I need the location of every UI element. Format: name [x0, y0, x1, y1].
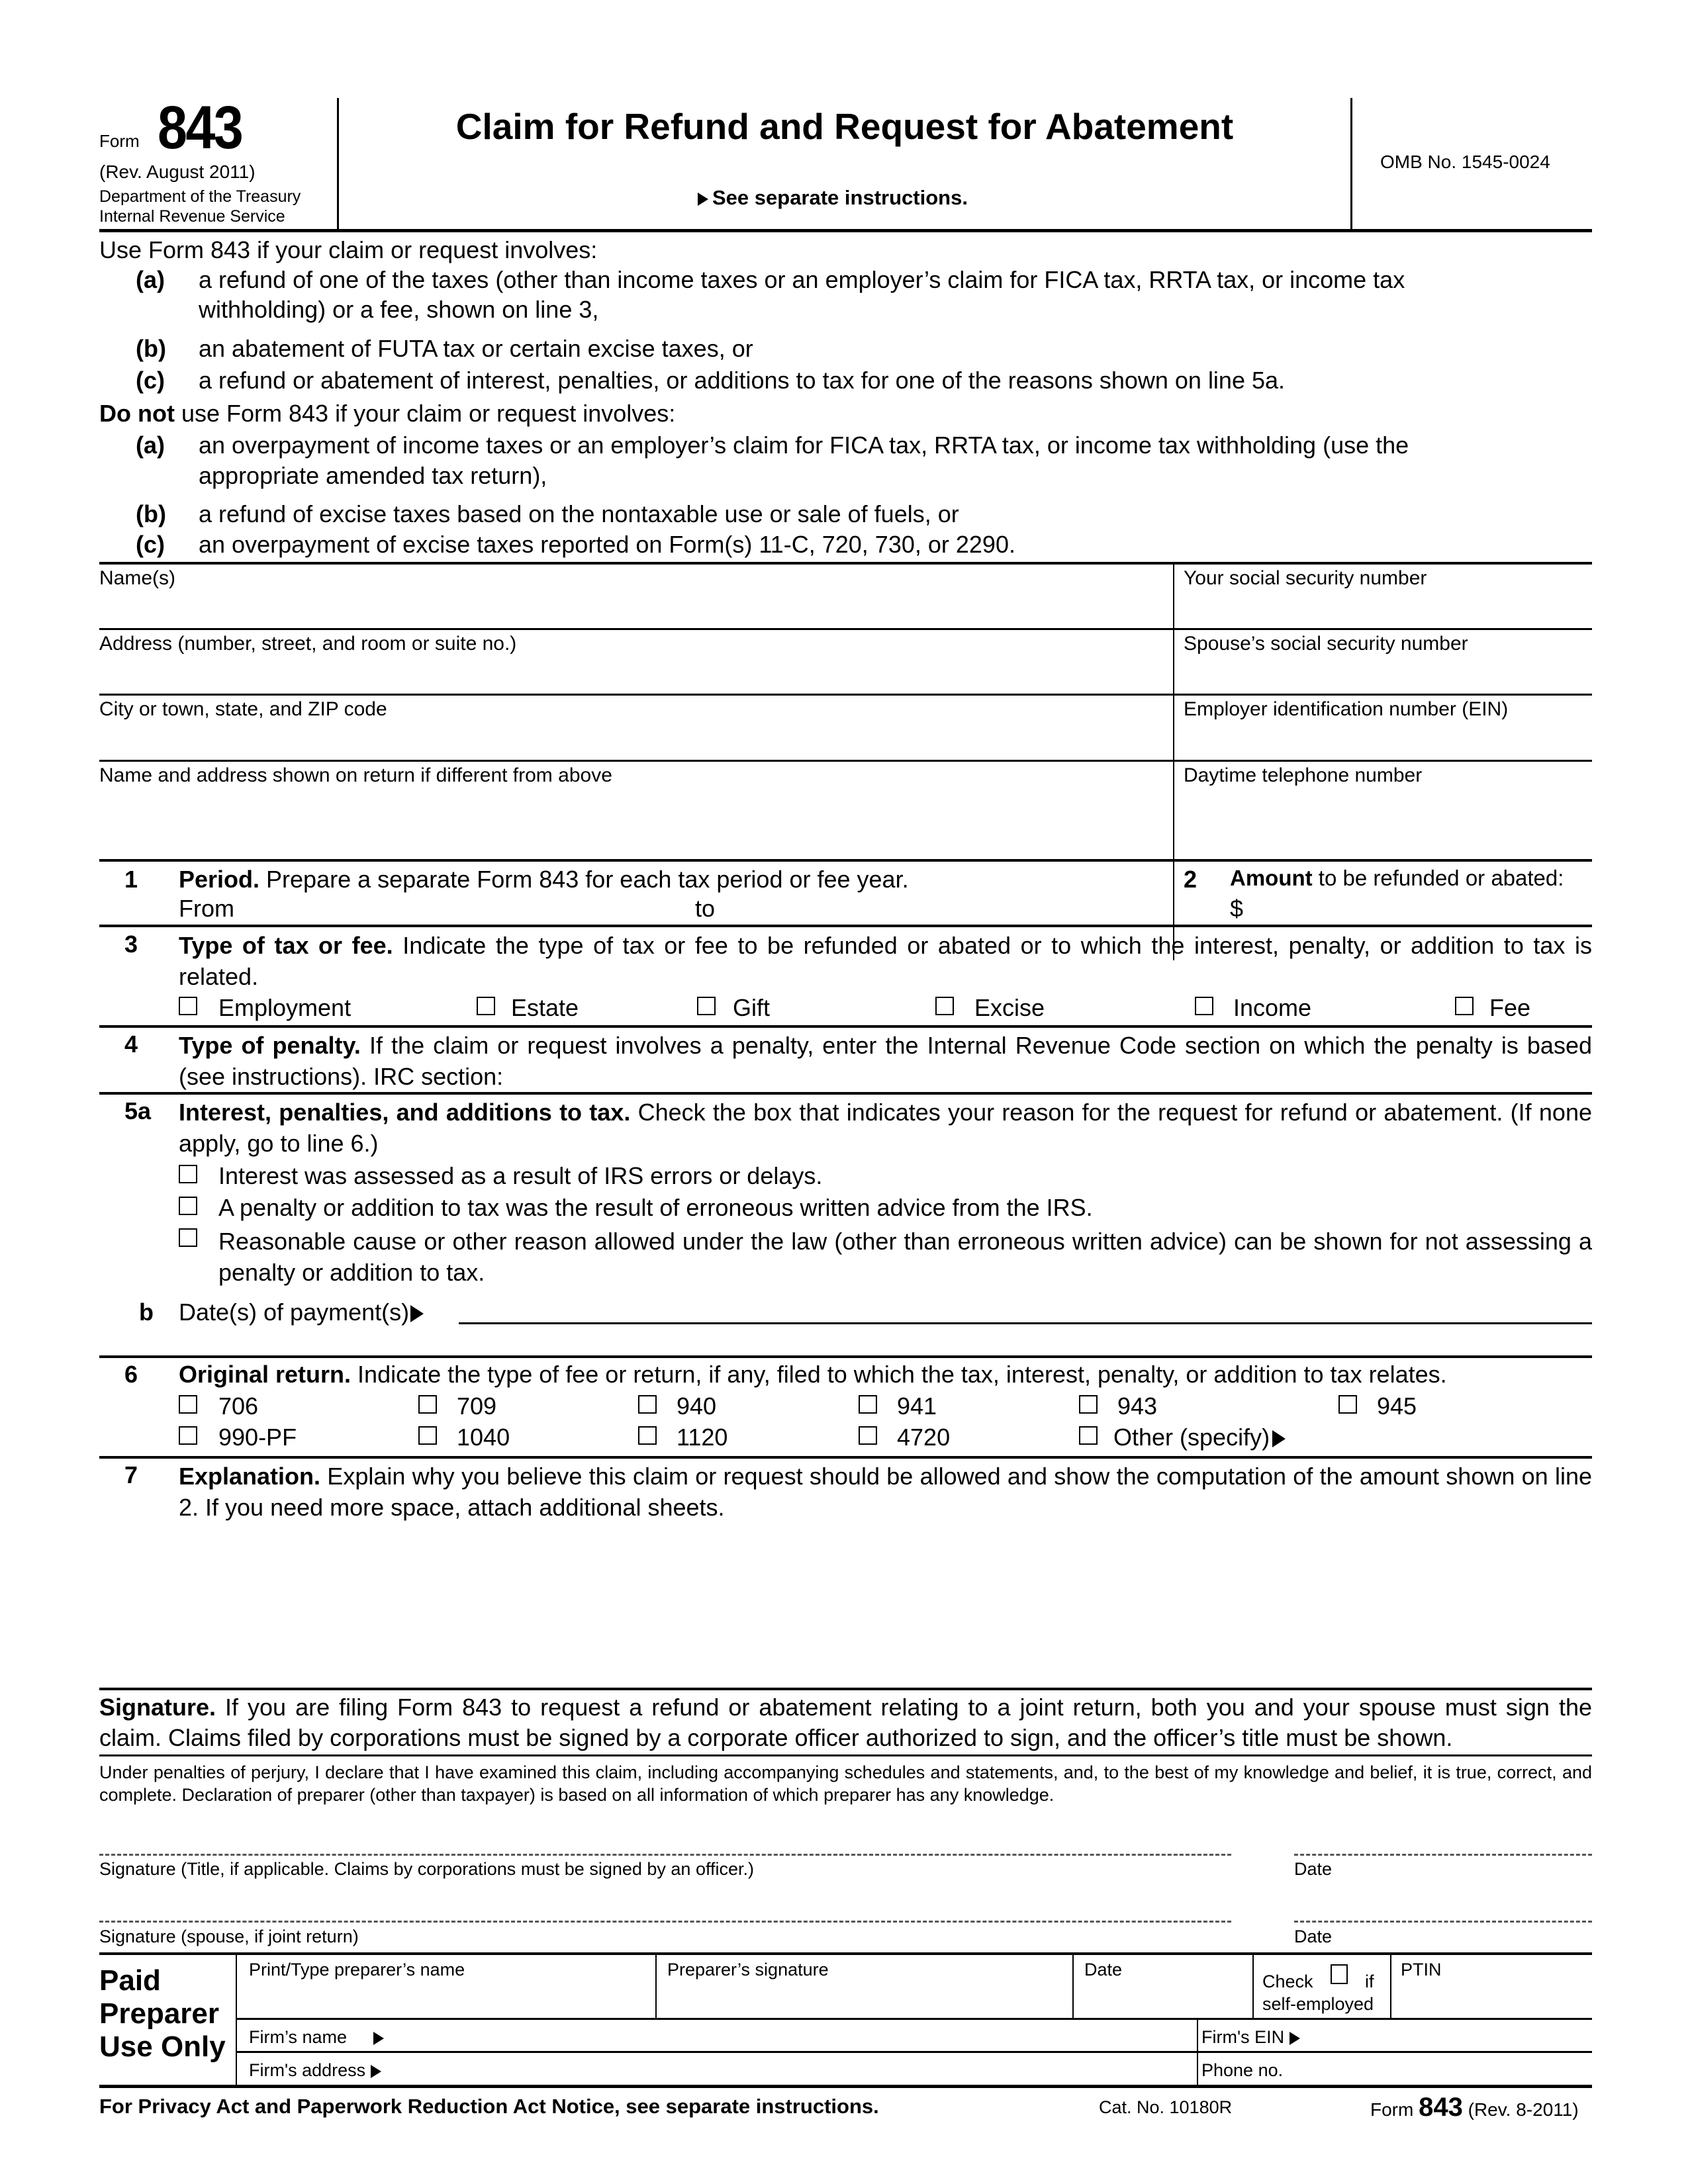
option-label: Fee	[1489, 994, 1531, 1021]
checkbox-reasonable-cause[interactable]	[179, 1228, 197, 1247]
omb-number: OMB No. 1545-0024	[1380, 152, 1550, 172]
use-item-label: (b)	[136, 335, 166, 362]
signature-label: Signature (Title, if applicable. Claims by corporations must be signed by an officer.)	[99, 1859, 754, 1879]
signature-bold: Signature.	[99, 1694, 216, 1721]
arrow-right-icon	[698, 193, 708, 206]
donot-item-label: (c)	[136, 531, 165, 558]
use-item-label: (c)	[136, 367, 165, 394]
privacy-notice: For Privacy Act and Paperwork Reduction Act Notice, see separate instructions.	[99, 2095, 879, 2118]
line1-rest: Prepare a separate Form 843 for each tax period or fee year.	[259, 866, 909, 893]
use-item-text: a refund or abatement of interest, penalties, or additions to tax for one of the reasons shown on line 5a.	[199, 367, 1286, 394]
revision-date: (Rev. August 2011)	[99, 161, 256, 182]
line3-rest: Indicate the type of tax or fee to be refunded or abated or to which the interest, penalty, or addition to tax is related.	[179, 932, 1592, 990]
use-item-text-cont: withholding) or a fee, shown on line 3,	[199, 296, 599, 323]
return-label: 1040	[457, 1424, 510, 1451]
omb-divider	[1350, 98, 1352, 230]
arrow-right-icon	[1289, 2032, 1300, 2045]
return-label: 4720	[897, 1424, 951, 1451]
line4-rest: If the claim or request involves a penalty, enter the Internal Revenue Code section on which the penalty is based (see instructions). IRC section:	[179, 1032, 1592, 1090]
to-label: to	[695, 895, 716, 922]
line4-bold: Type of penalty.	[179, 1032, 361, 1059]
option-label: Income	[1233, 994, 1312, 1021]
line-number: 3	[124, 931, 138, 958]
line-number: b	[139, 1298, 154, 1326]
line3-text	[179, 930, 1592, 992]
line6-bold: Original return.	[179, 1361, 352, 1388]
line-number: 7	[124, 1461, 138, 1488]
firm-name-label	[249, 2026, 388, 2048]
use-item-text: an abatement of FUTA tax or certain excise taxes, or	[199, 335, 753, 362]
ein-label: Employer identification number (EIN)	[1184, 698, 1509, 720]
taxpayer-date-field[interactable]	[1294, 1807, 1592, 1853]
donot-item-label: (b)	[136, 500, 166, 527]
signature-rest: If you are filing Form 843 to request a refund or abatement relating to a joint return, both you and your spouse must sign the claim. Claims filed by corporations must be signed by a corporate officer authorized to sign, and the officer’s title must be shown.	[99, 1694, 1592, 1751]
preparer-date-label: Date	[1084, 1960, 1123, 1979]
ssn-label: Your social security number	[1184, 567, 1427, 589]
other-specify-label	[1113, 1424, 1289, 1451]
donot-item-text: a refund of excise taxes based on the nontaxable use or sale of fuels, or	[199, 500, 959, 527]
ptin-label: PTIN	[1401, 1960, 1442, 1979]
donot-item-text: an overpayment of income taxes or an employer’s claim for FICA tax, RRTA tax, or income tax withholding (use the	[199, 432, 1409, 459]
taxpayer-signature-field[interactable]	[99, 1807, 1231, 1853]
explanation-field[interactable]	[99, 1525, 1592, 1684]
phone-label: Daytime telephone number	[1184, 764, 1423, 786]
firm-ein-text: Firm's EIN	[1201, 2027, 1285, 2047]
catalog-number: Cat. No. 10180R	[1099, 2097, 1233, 2117]
spouse-ssn-label: Spouse’s social security number	[1184, 633, 1468, 655]
preparer-signature-label: Preparer’s signature	[667, 1960, 829, 1979]
line7-bold: Explanation.	[179, 1463, 321, 1490]
arrow-right-icon	[1272, 1430, 1286, 1447]
checkbox-4720[interactable]	[859, 1426, 877, 1445]
checkbox-943[interactable]	[1079, 1395, 1098, 1414]
checkbox-excise[interactable]	[935, 997, 954, 1015]
line5a-text	[179, 1097, 1592, 1159]
signature-line	[99, 1854, 1231, 1856]
line2-rest: to be refunded or abated:	[1312, 866, 1564, 890]
see-instructions-text: See separate instructions.	[712, 186, 968, 209]
footer-form-word: Form	[1370, 2099, 1414, 2120]
rule	[99, 1092, 1592, 1095]
line-number: 5a	[124, 1097, 152, 1124]
line5a-rest: Check the box that indicates your reason for the request for refund or abatement. (If none apply, go to line 6.)	[179, 1099, 1593, 1157]
donot-item-text-cont: appropriate amended tax return),	[199, 462, 547, 489]
checkbox-940[interactable]	[638, 1395, 657, 1414]
return-label: 943	[1117, 1392, 1158, 1420]
firm-address-label	[249, 2060, 385, 2081]
reason-label: A penalty or addition to tax was the result of erroneous written advice from the IRS.	[218, 1194, 1093, 1221]
signature-line	[99, 1921, 1231, 1923]
checkbox-fee[interactable]	[1455, 997, 1474, 1015]
checkbox-990pf[interactable]	[179, 1426, 197, 1445]
use-item-label: (a)	[136, 266, 165, 293]
use-item-text: a refund of one of the taxes (other than income taxes or an employer’s claim for FICA tax, RRTA tax, or income tax	[199, 266, 1405, 293]
checkbox-income[interactable]	[1195, 997, 1213, 1015]
checkbox-estate[interactable]	[477, 997, 495, 1015]
line1-bold: Period.	[179, 866, 260, 893]
preparer-heading: Paid	[99, 1964, 161, 1997]
donot-heading	[99, 399, 675, 428]
donot-bold: Do not	[99, 400, 175, 427]
rule	[99, 925, 1592, 927]
checkbox-1120[interactable]	[638, 1426, 657, 1445]
firm-name-text: Firm’s name	[249, 2027, 348, 2047]
option-label: Estate	[511, 994, 579, 1021]
checkbox-employment[interactable]	[179, 997, 197, 1015]
line2-divider	[1173, 860, 1174, 927]
line-number: 4	[124, 1030, 138, 1058]
department: Department of the Treasury	[99, 187, 301, 206]
form-title: Claim for Refund and Request for Abatement	[455, 106, 1234, 147]
option-label: Excise	[974, 994, 1045, 1021]
reason-label: Reasonable cause or other reason allowed under the law (other than erroneous written advice) can be shown for not assessing a penalty or addition to tax.	[218, 1228, 1592, 1286]
line7-text	[179, 1461, 1592, 1523]
date-line	[1294, 1854, 1592, 1856]
line1-text	[179, 865, 909, 893]
checkbox-706[interactable]	[179, 1395, 197, 1414]
checkbox-941[interactable]	[859, 1395, 877, 1414]
line6-text	[179, 1360, 1447, 1388]
amount-field[interactable]	[1248, 893, 1589, 923]
footer-form-id	[1370, 2091, 1579, 2123]
reason-label: Interest was assessed as a result of IRS errors or delays.	[218, 1162, 823, 1189]
checkbox-1040[interactable]	[418, 1426, 437, 1445]
spouse-signature-label: Signature (spouse, if joint return)	[99, 1927, 359, 1946]
self-employed-label: self-employed	[1262, 1994, 1374, 2014]
dollar-sign: $	[1230, 895, 1244, 922]
signature-instructions	[99, 1692, 1592, 1753]
period-to-field[interactable]	[725, 893, 1168, 923]
checkbox-709[interactable]	[418, 1395, 437, 1414]
payment-dates-field[interactable]	[459, 1294, 1592, 1323]
firm-ein-label	[1201, 2026, 1304, 2048]
rule	[99, 1688, 1592, 1690]
form-word: Form	[99, 131, 140, 151]
date-label: Date	[1294, 1927, 1333, 1946]
other-specify-field[interactable]	[1304, 1423, 1592, 1452]
option-label: Gift	[733, 994, 771, 1021]
arrow-right-icon	[371, 2065, 381, 2078]
return-label: 945	[1377, 1392, 1417, 1420]
preparer-heading: Preparer	[99, 1997, 220, 2030]
return-label: 940	[677, 1392, 717, 1420]
line-number: 2	[1184, 866, 1197, 893]
firm-address-text: Firm's address	[249, 2060, 366, 2080]
use-heading: Use Form 843 if your claim or request involves:	[99, 236, 598, 263]
return-label: 709	[457, 1392, 497, 1420]
footer-rev: (Rev. 8-2011)	[1468, 2099, 1579, 2120]
payment-dates-label	[179, 1298, 428, 1326]
return-label: 941	[897, 1392, 937, 1420]
irc-section-field[interactable]	[599, 1060, 1592, 1089]
spouse-date-field[interactable]	[1294, 1874, 1592, 1921]
checkbox-945[interactable]	[1338, 1395, 1357, 1414]
checkbox-irs-errors[interactable]	[179, 1165, 197, 1183]
rule	[99, 2085, 1592, 2088]
if-label: if	[1365, 1972, 1374, 1991]
donot-rest: use Form 843 if your claim or request involves:	[174, 400, 676, 427]
names-field[interactable]	[99, 565, 1172, 628]
rule	[99, 859, 1592, 862]
preparer-heading: Use Only	[99, 2030, 226, 2063]
arrow-right-icon	[373, 2032, 384, 2045]
line-number: 6	[124, 1361, 138, 1388]
rule	[99, 1456, 1592, 1459]
line2-bold: Amount	[1230, 866, 1313, 890]
date-label: Date	[1294, 1859, 1333, 1879]
checkbox-other[interactable]	[1079, 1426, 1098, 1445]
payment-dates-text: Date(s) of payment(s)	[179, 1298, 410, 1326]
donot-item-label: (a)	[136, 432, 165, 459]
preparer-name-label: Print/Type preparer’s name	[249, 1960, 465, 1979]
return-label: 990-PF	[218, 1424, 297, 1451]
phone-no-label: Phone no.	[1201, 2060, 1284, 2080]
return-name-address-label: Name and address shown on return if different from above	[99, 764, 612, 786]
other-specify-text: Other (specify)	[1113, 1424, 1270, 1451]
checkbox-erroneous-advice[interactable]	[179, 1197, 197, 1215]
footer-form-number: 843	[1419, 2093, 1463, 2122]
period-from-field[interactable]	[245, 893, 675, 923]
arrow-right-icon	[410, 1305, 424, 1322]
form-number: 843	[158, 94, 242, 161]
line6-rest: Indicate the type of fee or return, if any, filed to which the tax, interest, penalty, or addition to tax relates.	[351, 1361, 1447, 1388]
rule	[99, 1025, 1592, 1028]
line2-text	[1230, 865, 1564, 891]
option-label: Employment	[218, 994, 352, 1021]
payment-dates-underline	[459, 1322, 1592, 1324]
self-employed-checkbox[interactable]	[1331, 1964, 1348, 1984]
city-label: City or town, state, and ZIP code	[99, 698, 387, 720]
see-instructions	[694, 185, 968, 210]
return-label: 1120	[677, 1424, 728, 1451]
line5a-bold: Interest, penalties, and additions to tax.	[179, 1099, 631, 1126]
rule	[99, 1355, 1592, 1358]
agency: Internal Revenue Service	[99, 207, 285, 226]
header-rule	[99, 229, 1592, 232]
line7-rest: Explain why you believe this claim or request should be allowed and show the computation of the amount shown on line 2. If you need more space, attach additional sheets.	[179, 1463, 1592, 1521]
line-number: 1	[124, 866, 138, 893]
date-line	[1294, 1921, 1592, 1923]
names-label: Name(s)	[99, 567, 176, 589]
rule	[99, 1754, 1592, 1756]
check-label: Check	[1262, 1972, 1313, 1991]
spouse-signature-field[interactable]	[99, 1874, 1231, 1921]
perjury-declaration: Under penalties of perjury, I declare that I have examined this claim, including accompanying schedules and statements, and, to the best of my knowledge and belief, it is true, correct, and complete. Declaration of preparer (other than taxpayer) is based on all information of which preparer has any knowledge.	[99, 1762, 1592, 1805]
checkbox-gift[interactable]	[697, 997, 716, 1015]
from-label: From	[179, 895, 234, 922]
donot-item-text: an overpayment of excise taxes reported on Form(s) 11-C, 720, 730, or 2290.	[199, 531, 1015, 558]
address-label: Address (number, street, and room or suite no.)	[99, 633, 517, 655]
return-label: 706	[218, 1392, 259, 1420]
line3-bold: Type of tax or fee.	[179, 932, 393, 959]
divider	[1252, 1954, 1254, 2019]
